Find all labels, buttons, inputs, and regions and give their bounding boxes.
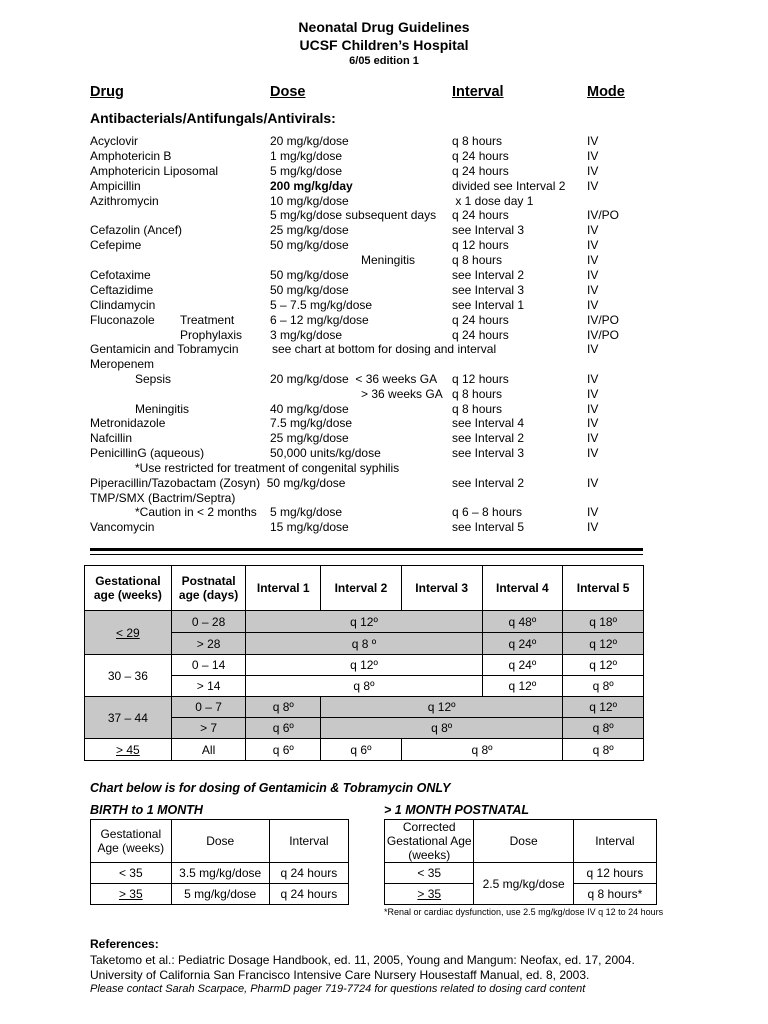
drug-name: Sepsis: [135, 372, 172, 386]
table-header: Interval 3: [401, 566, 482, 611]
drug-dose: > 36 weeks GA: [361, 387, 443, 401]
edition-label: 6/05 edition 1: [349, 55, 419, 67]
interval-cell: q 8º: [401, 739, 562, 761]
ga-cell: < 29: [85, 611, 172, 655]
drug-mode: IV: [587, 238, 599, 252]
ga-cell: < 35: [91, 863, 172, 884]
pna-cell: > 14: [171, 676, 246, 697]
drug-row: [0, 164, 768, 179]
interval-cell: q 6º: [321, 739, 402, 761]
drug-mode: IV: [587, 402, 599, 416]
drug-interval: q 8 hours: [452, 253, 503, 267]
drug-row: [0, 357, 768, 372]
drug-mode: IV: [587, 431, 599, 445]
interval-cell: q 24 hours: [269, 884, 348, 905]
interval-cell: q 24 hours: [269, 863, 348, 884]
drug-dose: 50 mg/kg/dose: [270, 268, 349, 282]
ga-cell: > 35: [91, 884, 172, 905]
drug-interval: q 8 hours: [452, 402, 503, 416]
drug-mode: IV: [587, 416, 599, 430]
drug-row: [0, 268, 768, 283]
drug-subtype: Treatment: [180, 313, 235, 327]
drug-mode: IV: [587, 387, 599, 401]
drug-dose: 7.5 mg/kg/dose: [270, 416, 353, 430]
drug-mode: IV: [587, 134, 599, 148]
drug-mode: IV: [587, 298, 599, 312]
drug-row: [0, 416, 768, 431]
drug-name: Acyclovir: [90, 134, 139, 148]
drug-row: [0, 387, 768, 402]
drug-mode: IV/PO: [587, 313, 620, 327]
drug-dose: 20 mg/kg/dose < 36 weeks GA: [270, 372, 438, 386]
drug-row: [0, 491, 768, 506]
drug-dose: 20 mg/kg/dose: [270, 134, 349, 148]
drug-row: [0, 372, 768, 387]
drug-interval: q 12 hours: [452, 238, 509, 252]
ga-cell: > 35: [385, 884, 474, 905]
drug-dose: 3 mg/kg/dose: [270, 328, 343, 342]
drug-dose: 25 mg/kg/dose: [270, 431, 349, 445]
drug-interval: see Interval 2: [452, 476, 525, 490]
ga-cell: < 35: [385, 863, 474, 884]
drug-dose: 50 mg/kg/dose: [270, 283, 349, 297]
genta-note: Chart below is for dosing of Gentamicin & Tobramycin ONLY: [90, 781, 451, 795]
drug-row: [0, 298, 768, 313]
pna-cell: All: [171, 739, 246, 761]
drug-dose: 1 mg/kg/dose: [270, 149, 343, 163]
table-header: Interval 1: [246, 566, 321, 611]
drug-interval: x 1 dose day 1: [452, 194, 534, 208]
interval-cell: q 12º: [246, 655, 482, 676]
interval-cell: q 6º: [246, 739, 321, 761]
drug-subtype: Prophylaxis: [180, 328, 243, 342]
interval-cell: q 12º: [563, 655, 644, 676]
drug-mode: IV: [587, 253, 599, 267]
drug-row: [0, 179, 768, 194]
interval-cell: q 8º: [563, 676, 644, 697]
dose-cell: 2.5 mg/kg/dose: [474, 863, 573, 905]
drug-row: [0, 134, 768, 149]
drug-row: [0, 208, 768, 223]
drug-interval: q 24 hours: [452, 328, 509, 342]
table-header: Interval: [573, 820, 656, 863]
divider-rule: [90, 554, 643, 555]
table-header: Gestational age (weeks): [85, 566, 172, 611]
document-title: Neonatal Drug Guidelines: [298, 19, 470, 35]
drug-name: Amphotericin Liposomal: [90, 164, 219, 178]
drug-name: Nafcillin: [90, 431, 133, 445]
drug-mode: IV: [587, 268, 599, 282]
drug-interval: see Interval 1: [452, 298, 525, 312]
table-header: Gestational Age (weeks): [91, 820, 172, 863]
pna-cell: 0 – 14: [171, 655, 246, 676]
interval-cell: q 12 hours: [573, 863, 656, 884]
interval-cell: q 8º: [321, 718, 563, 739]
drug-interval: q 12 hours: [452, 372, 509, 386]
drug-name: Amphotericin B: [90, 149, 172, 163]
interval-cell: q 8º: [246, 676, 482, 697]
drug-name: Ampicillin: [90, 179, 141, 193]
drug-dose: 40 mg/kg/dose: [270, 402, 349, 416]
pna-cell: 0 – 7: [171, 697, 246, 718]
drug-interval: see Interval 3: [452, 283, 525, 297]
drug-dose: 50,000 units/kg/dose: [270, 446, 381, 460]
interval-cell: q 12º: [563, 697, 644, 718]
drug-dose: 50 mg/kg/dose: [270, 238, 349, 252]
renal-footnote: *Renal or cardiac dysfunction, use 2.5 mg/kg/dose IV q 12 to 24 hours: [384, 907, 664, 917]
drug-interval: q 6 – 8 hours: [452, 505, 523, 519]
drug-row: [0, 194, 768, 209]
drug-mode: IV/PO: [587, 208, 620, 222]
drug-dose: 6 – 12 mg/kg/dose: [270, 313, 369, 327]
month-dosing-table: [384, 819, 657, 905]
drug-row: [0, 313, 768, 328]
interval-cell: q 12º: [246, 611, 482, 633]
table-header: Interval 4: [482, 566, 563, 611]
column-header-mode: Mode: [587, 84, 625, 100]
drug-row: [0, 402, 768, 417]
interval-cell: q 24º: [482, 633, 563, 655]
interval-cell: q 8º: [246, 697, 321, 718]
drug-interval: see Interval 2: [452, 268, 525, 282]
birth-table-title: BIRTH to 1 MONTH: [90, 803, 203, 817]
drug-row: [0, 253, 768, 268]
drug-dose: 200 mg/kg/day: [270, 179, 353, 193]
drug-mode: IV: [587, 372, 599, 386]
drug-mode: IV: [587, 505, 599, 519]
interval-cell: q 6º: [246, 718, 321, 739]
interval-cell: q 8 º: [246, 633, 482, 655]
drug-dose: 25 mg/kg/dose: [270, 223, 349, 237]
drug-interval: q 24 hours: [452, 313, 509, 327]
interval-cell: q 18º: [563, 611, 644, 633]
table-header: Interval 2: [321, 566, 402, 611]
drug-name: Ceftazidime: [90, 283, 154, 297]
dose-cell: 5 mg/kg/dose: [171, 884, 269, 905]
drug-mode: IV: [587, 476, 599, 490]
drug-row: [0, 149, 768, 164]
drug-dose: 5 mg/kg/dose subsequent days: [270, 208, 437, 222]
drug-interval: q 24 hours: [452, 164, 509, 178]
ga-cell: 37 – 44: [85, 697, 172, 739]
interval-cell: q 8º: [563, 739, 644, 761]
table-header: Postnatal age (days): [171, 566, 246, 611]
drug-name: Azithromycin: [90, 194, 159, 208]
drug-interval: see Interval 3: [452, 223, 525, 237]
drug-dose: Meningitis: [361, 253, 416, 267]
drug-interval: q 24 hours: [452, 208, 509, 222]
drug-note: *Caution in < 2 months: [135, 505, 257, 519]
drug-name: Cefotaxime: [90, 268, 151, 282]
section-title: Antibacterials/Antifungals/Antivirals:: [90, 110, 336, 126]
interval-cell: q 12º: [482, 676, 563, 697]
drug-name: Vancomycin: [90, 520, 155, 534]
drug-interval: divided see Interval 2: [452, 179, 566, 193]
birth-dosing-table: [90, 819, 349, 905]
drug-mode: IV: [587, 283, 599, 297]
drug-mode: IV: [587, 164, 599, 178]
drug-interval: see Interval 4: [452, 416, 525, 430]
column-header-interval: Interval: [452, 84, 504, 100]
interval-cell: q 8º: [563, 718, 644, 739]
reference-line: University of California San Francisco Intensive Care Nursery Housestaff Manual, ed. 8, 2003.: [90, 968, 590, 982]
drug-interval: q 24 hours: [452, 149, 509, 163]
drug-mode: IV: [587, 223, 599, 237]
drug-interval: q 8 hours: [452, 134, 503, 148]
drug-dose: 10 mg/kg/dose: [270, 194, 349, 208]
drug-mode: IV: [587, 179, 599, 193]
drug-name: Clindamycin: [90, 298, 156, 312]
drug-dose: 15 mg/kg/dose: [270, 520, 349, 534]
drug-interval: see Interval 5: [452, 520, 525, 534]
interval-cell: q 12º: [321, 697, 563, 718]
drug-row: [0, 342, 768, 357]
interval-cell: q 48º: [482, 611, 563, 633]
interval-cell: q 8 hours*: [573, 884, 656, 905]
ga-cell: > 45: [85, 739, 172, 761]
drug-mode: IV: [587, 342, 599, 356]
pna-cell: > 28: [171, 633, 246, 655]
pna-cell: 0 – 28: [171, 611, 246, 633]
table-header: Dose: [474, 820, 573, 863]
drug-row: [0, 461, 768, 476]
reference-line: Taketomo et al.: Pediatric Dosage Handbook, ed. 11, 2005, Young and Mangum: Neofax, ed. 17, 2004.: [90, 953, 635, 967]
drug-row: [0, 283, 768, 298]
drug-name: Metronidazole: [90, 416, 166, 430]
drug-row: [0, 476, 768, 491]
drug-dose: 5 – 7.5 mg/kg/dose: [270, 298, 373, 312]
drug-row: [0, 505, 768, 520]
drug-interval: q 8 hours: [452, 387, 503, 401]
drug-row: [0, 238, 768, 253]
drug-row: [0, 446, 768, 461]
table-header: Interval 5: [563, 566, 644, 611]
drug-name: PenicillinG (aqueous): [90, 446, 205, 460]
drug-row: [0, 520, 768, 535]
drug-name: Gentamicin and Tobramycin: [90, 342, 239, 356]
drug-dose: 5 mg/kg/dose: [270, 505, 343, 519]
hospital-name: UCSF Children’s Hospital: [299, 37, 469, 53]
month-table-title: > 1 MONTH POSTNATAL: [384, 803, 530, 817]
contact-note: Please contact Sarah Scarpace, PharmD pager 719-7724 for questions related to dosing card content: [90, 983, 586, 995]
ga-cell: 30 – 36: [85, 655, 172, 697]
table-header: Interval: [269, 820, 348, 863]
drug-mode: IV/PO: [587, 328, 620, 342]
drug-row: [0, 328, 768, 343]
drug-row: [0, 223, 768, 238]
drug-name: Meropenem: [90, 357, 155, 371]
table-header: Corrected Gestational Age (weeks): [385, 820, 474, 863]
drug-mode: IV: [587, 520, 599, 534]
interval-cell: q 12º: [563, 633, 644, 655]
interval-table: [84, 565, 644, 761]
drug-name: Cefazolin (Ancef): [90, 223, 183, 237]
drug-interval: see Interval 3: [452, 446, 525, 460]
drug-mode: IV: [587, 446, 599, 460]
drug-note: *Use restricted for treatment of congenital syphilis: [135, 461, 400, 475]
interval-cell: q 24º: [482, 655, 563, 676]
drug-name: Fluconazole: [90, 313, 155, 327]
divider-rule: [90, 548, 643, 551]
dose-cell: 3.5 mg/kg/dose: [171, 863, 269, 884]
drug-name: Piperacillin/Tazobactam (Zosyn) 50 mg/kg/dose: [90, 476, 346, 490]
drug-row: [0, 431, 768, 446]
column-header-dose: Dose: [270, 84, 306, 100]
pna-cell: > 7: [171, 718, 246, 739]
drug-dose: see chart at bottom for dosing and interval: [272, 342, 497, 356]
drug-name: Cefepime: [90, 238, 142, 252]
drug-interval: see Interval 2: [452, 431, 525, 445]
table-header: Dose: [171, 820, 269, 863]
drug-dose: 5 mg/kg/dose: [270, 164, 343, 178]
drug-name: TMP/SMX (Bactrim/Septra): [90, 491, 236, 505]
drug-name: Meningitis: [135, 402, 190, 416]
drug-mode: IV: [587, 149, 599, 163]
references-title: References:: [90, 937, 159, 951]
column-header-drug: Drug: [90, 84, 124, 100]
